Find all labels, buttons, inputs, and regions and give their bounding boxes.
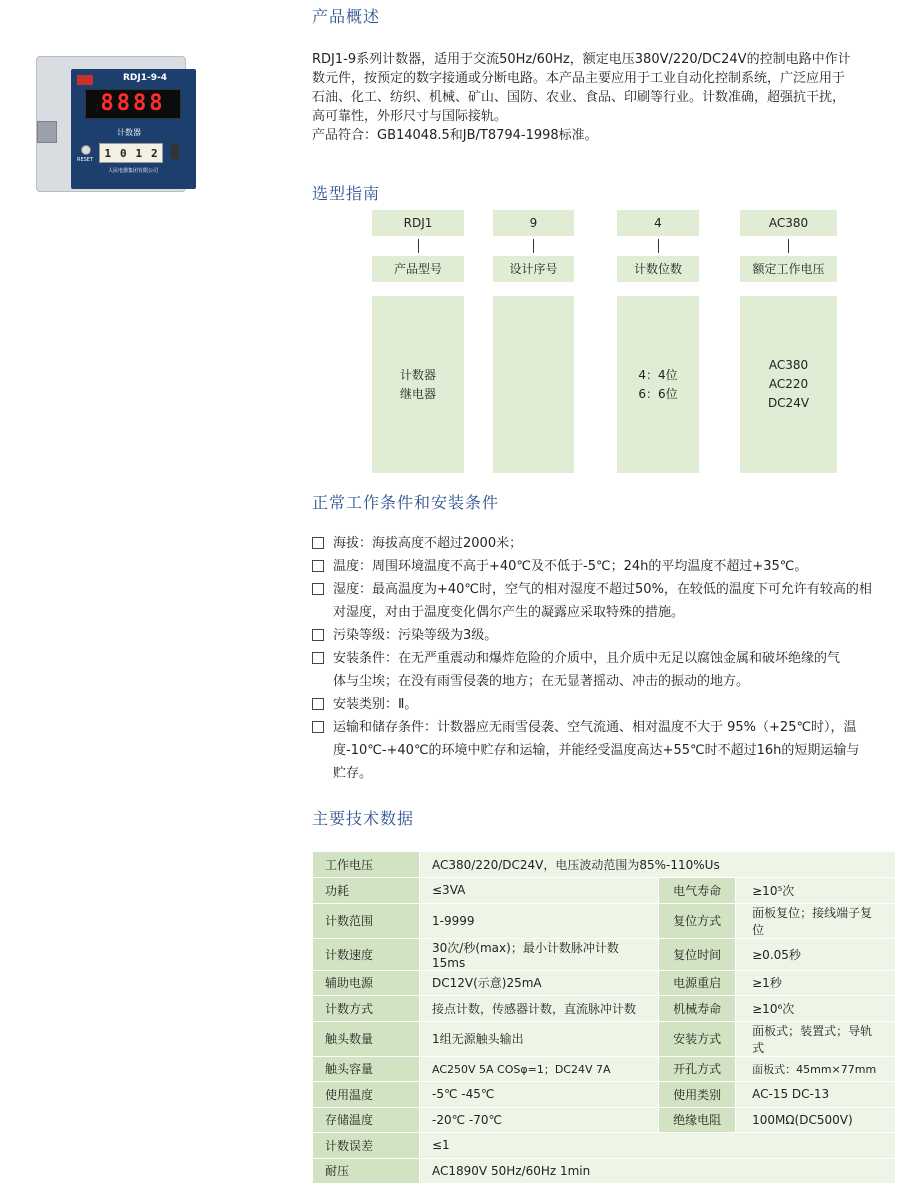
condition-item xyxy=(312,624,902,647)
selection-column-model xyxy=(372,210,464,473)
overview-title: 产品概述 xyxy=(312,7,381,26)
selection-column-design xyxy=(493,210,574,473)
reset-button xyxy=(81,145,91,155)
conditions-list xyxy=(312,532,902,785)
condition-line: 贮存。 xyxy=(333,766,373,781)
condition-item xyxy=(312,578,902,624)
table-row xyxy=(313,970,896,996)
tech-label: 辅助电源 xyxy=(313,970,420,996)
condition-line: 污染等级：污染等级为3级。 xyxy=(333,628,498,643)
tech-label: 安装方式 xyxy=(659,1021,736,1056)
overview-line: 石油、化工、纺织、机械、矿山、国防、农业、食品、印刷等行业。计数准确，超强抗干扰， xyxy=(312,90,846,105)
selection-column-digits xyxy=(617,210,699,473)
connector-line xyxy=(658,239,659,253)
led-display: 8888 xyxy=(85,89,181,119)
tech-label: 耐压 xyxy=(313,1158,420,1184)
wheel-digit: 1 xyxy=(104,146,112,160)
reset-label: RESET xyxy=(77,157,94,163)
tech-value: 30次/秒(max)；最小计数脉冲计数15ms xyxy=(420,938,659,970)
selection-name: 额定工作电压 xyxy=(740,256,837,282)
tech-label: 计数误差 xyxy=(313,1133,420,1159)
selection-option: AC220 xyxy=(768,377,809,391)
tech-table xyxy=(312,852,895,1184)
tech-value: -5℃ -45℃ xyxy=(420,1082,659,1108)
tech-label: 机械寿命 xyxy=(659,996,736,1022)
tech-value: ≥10⁶次 xyxy=(736,996,895,1022)
tech-label: 存储温度 xyxy=(313,1107,420,1133)
table-row xyxy=(313,1107,896,1133)
selection-name: 设计序号 xyxy=(493,256,574,282)
selection-options xyxy=(372,296,464,473)
wheel-digit: 2 xyxy=(150,146,158,160)
tech-label: 使用温度 xyxy=(313,1082,420,1108)
tech-label: 计数速度 xyxy=(313,938,420,970)
selection-code: 9 xyxy=(493,210,574,236)
selection-options xyxy=(617,296,699,473)
toggle-switch xyxy=(171,143,179,159)
counter-label: 计数器 xyxy=(117,128,141,137)
tech-value: 接点计数，传感器计数，直流脉冲计数 xyxy=(420,996,659,1022)
tech-value: ≥1秒 xyxy=(736,970,895,996)
checkbox-icon xyxy=(312,652,324,664)
tech-label: 使用类别 xyxy=(659,1082,736,1108)
tech-value: DC12V(示意)25mA xyxy=(420,970,659,996)
selection-option: 继电器 xyxy=(399,386,436,401)
thumbwheel-switch xyxy=(99,143,163,163)
counter-faceplate xyxy=(71,69,196,189)
tech-label: 电源重启 xyxy=(659,970,736,996)
table-row xyxy=(313,878,896,904)
condition-line: 湿度：最高温度为+40℃时，空气的相对湿度不超过50%，在较低的温度下可允许有较高的相 xyxy=(333,582,872,597)
condition-line: 运输和储存条件：计数器应无雨雪侵袭、空气流通、相对温度不大于 95%（+25℃时），温 xyxy=(333,720,857,735)
tech-value: AC380/220/DC24V，电压波动范围为85%-110%Us xyxy=(420,852,896,878)
tech-label: 复位方式 xyxy=(659,903,736,938)
selection-code: 4 xyxy=(617,210,699,236)
table-row xyxy=(313,903,896,938)
model-label: RDJ1-9-4 xyxy=(123,73,168,83)
checkbox-icon xyxy=(312,537,324,549)
selection-options xyxy=(493,296,574,473)
tech-value: 面板式：45mm×77mm xyxy=(736,1056,895,1082)
tech-value: ≤1 xyxy=(420,1133,896,1159)
wheel-digit: 1 xyxy=(135,146,143,160)
tech-value: AC-15 DC-13 xyxy=(736,1082,895,1108)
connector-line xyxy=(533,239,534,253)
tech-value: -20℃ -70℃ xyxy=(420,1107,659,1133)
tech-value: 面板式；装置式；导轨式 xyxy=(736,1021,895,1056)
condition-line: 对湿度，对由于温度变化偶尔产生的凝露应采取特殊的措施。 xyxy=(333,605,685,620)
condition-line: 度-10℃-+40℃的环境中贮存和运输，并能经受温度高达+55℃时不超过16h的短期运输与 xyxy=(333,743,860,758)
condition-line: 体与尘埃；在没有雨雪侵袭的地方；在无显著摇动、冲击的振动的地方。 xyxy=(333,674,750,689)
selection-option: AC380 xyxy=(768,358,809,372)
condition-item xyxy=(312,693,902,716)
tech-value: ≤3VA xyxy=(420,878,659,904)
table-row xyxy=(313,1133,896,1159)
condition-item xyxy=(312,647,902,693)
tech-label: 功耗 xyxy=(313,878,420,904)
overview-line: 产品符合：GB14048.5和JB/T8794-1998标准。 xyxy=(312,128,598,143)
tech-value: 100MΩ(DC500V) xyxy=(736,1107,895,1133)
table-row xyxy=(313,1158,896,1184)
selection-option: 计数器 xyxy=(399,367,436,382)
tech-label: 计数方式 xyxy=(313,996,420,1022)
condition-item xyxy=(312,532,902,555)
side-clip xyxy=(37,121,57,143)
tech-value: ≥0.05秒 xyxy=(736,938,895,970)
overview-text xyxy=(312,50,851,145)
selection-option: 4：4位 xyxy=(638,367,678,382)
tech-label: 电气寿命 xyxy=(659,878,736,904)
table-row xyxy=(313,1021,896,1056)
checkbox-icon xyxy=(312,629,324,641)
conditions-title: 正常工作条件和安装条件 xyxy=(312,493,500,512)
overview-line: 高可靠性，外形尺寸与国际接轨。 xyxy=(312,109,508,124)
tech-value: AC1890V 50Hz/60Hz 1min xyxy=(420,1158,896,1184)
tech-label: 计数范围 xyxy=(313,903,420,938)
brand-logo xyxy=(77,75,93,85)
company-label: 人民电器集团有限公司 xyxy=(107,168,158,174)
tech-label: 触头数量 xyxy=(313,1021,420,1056)
wheel-digit: 0 xyxy=(119,146,127,160)
selection-option: 6：6位 xyxy=(638,386,678,401)
tech-label: 工作电压 xyxy=(313,852,420,878)
table-row xyxy=(313,1056,896,1082)
selection-code: RDJ1 xyxy=(372,210,464,236)
tech-title: 主要技术数据 xyxy=(312,809,415,828)
condition-line: 温度：周围环境温度不高于+40℃及不低于-5℃；24h的平均温度不超过+35℃。 xyxy=(333,559,808,574)
counter-housing xyxy=(36,56,186,192)
table-row xyxy=(313,996,896,1022)
tech-value: 1组无源触头输出 xyxy=(420,1021,659,1056)
condition-line: 海拔：海拔高度不超过2000米； xyxy=(333,536,523,551)
overview-line: RDJ1-9系列计数器，适用于交流50Hz/60Hz，额定电压380V/220/DC24V的控制电路中作计 xyxy=(312,52,851,67)
condition-item xyxy=(312,555,902,578)
tech-value: AC250V 5A COSφ=1；DC24V 7A xyxy=(420,1056,659,1082)
condition-item xyxy=(312,716,902,785)
table-row xyxy=(313,938,896,970)
overview-line: 数元件，按预定的数字接通或分断电路。本产品主要应用于工业自动化控制系统，广泛应用于 xyxy=(312,71,846,86)
tech-value: ≥10⁵次 xyxy=(736,878,895,904)
selection-name: 产品型号 xyxy=(372,256,464,282)
selection-name: 计数位数 xyxy=(617,256,699,282)
selection-code: AC380 xyxy=(740,210,837,236)
selection-options xyxy=(740,296,837,473)
checkbox-icon xyxy=(312,721,324,733)
connector-line xyxy=(418,239,419,253)
tech-label: 绝缘电阻 xyxy=(659,1107,736,1133)
product-image xyxy=(22,50,194,196)
condition-line: 安装类别：Ⅱ。 xyxy=(333,697,418,712)
checkbox-icon xyxy=(312,698,324,710)
connector-line xyxy=(788,239,789,253)
tech-value: 1-9999 xyxy=(420,903,659,938)
tech-label: 触头容量 xyxy=(313,1056,420,1082)
condition-line: 安装条件：在无严重震动和爆炸危险的介质中，且介质中无足以腐蚀金属和破坏绝缘的气 xyxy=(333,651,841,666)
tech-value: 面板复位；接线端子复位 xyxy=(736,903,895,938)
table-row xyxy=(313,852,896,878)
selection-title: 选型指南 xyxy=(312,184,381,203)
table-row xyxy=(313,1082,896,1108)
checkbox-icon xyxy=(312,560,324,572)
selection-column-voltage xyxy=(740,210,837,473)
tech-label: 开孔方式 xyxy=(659,1056,736,1082)
tech-label: 复位时间 xyxy=(659,938,736,970)
checkbox-icon xyxy=(312,583,324,595)
selection-option: DC24V xyxy=(767,396,810,410)
